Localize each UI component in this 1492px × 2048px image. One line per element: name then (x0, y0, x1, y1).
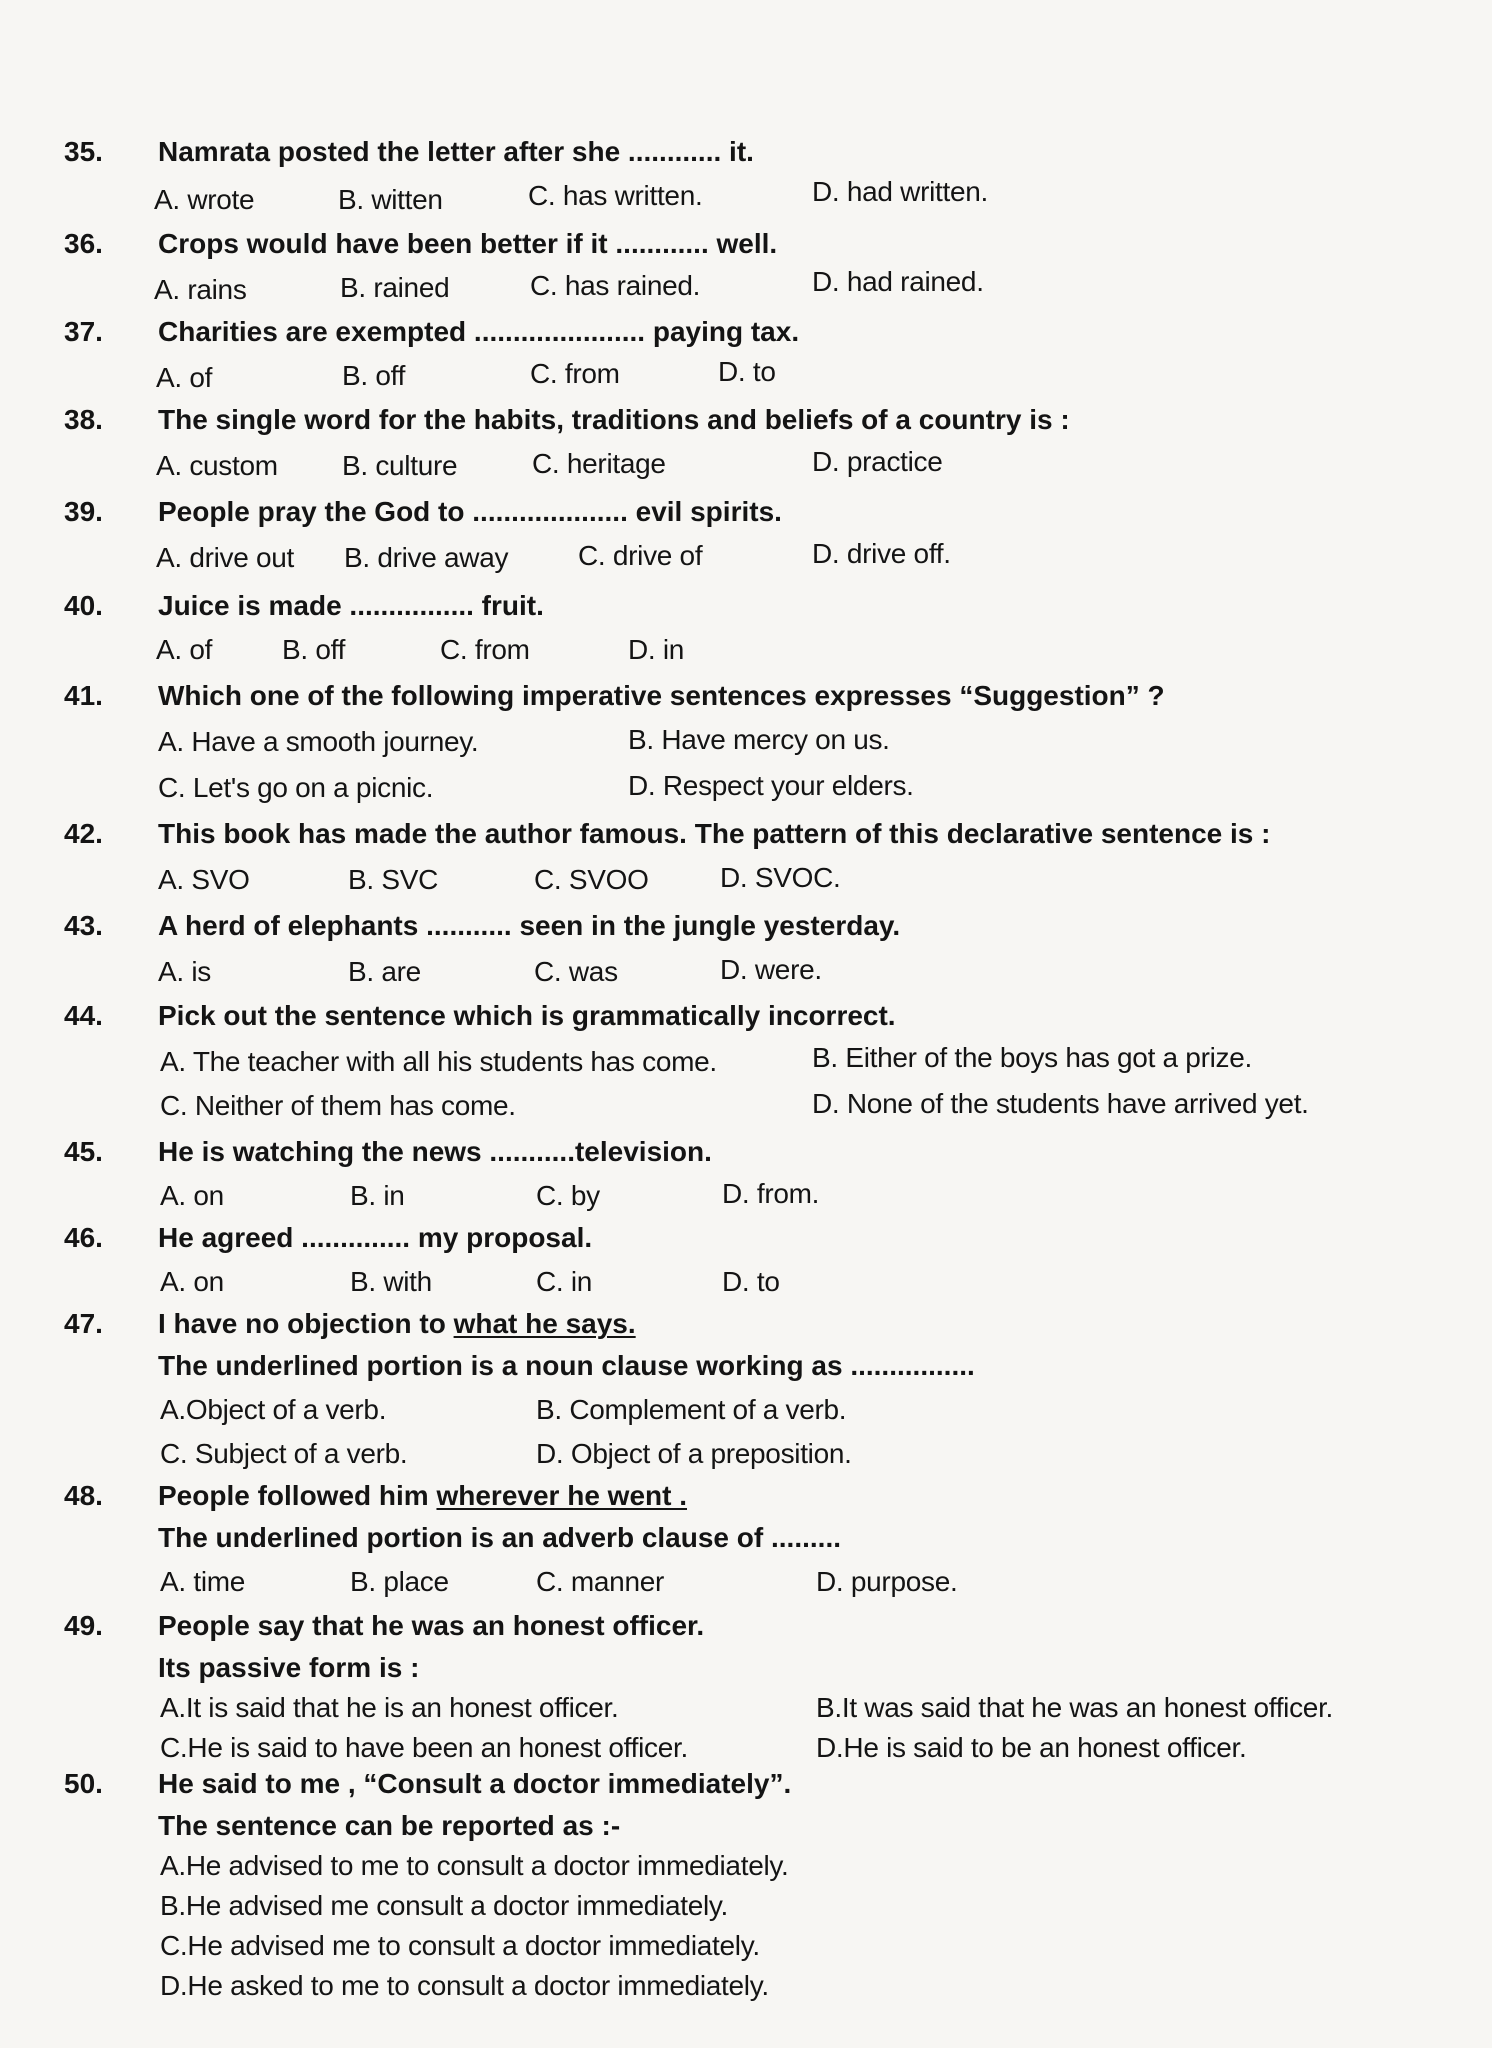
option-a: A.It is said that he is an honest officer. (160, 1692, 619, 1723)
question-stem: This book has made the author famous. The pattern of this declarative sentence is : (158, 818, 1271, 849)
question-stem: Namrata posted the letter after she ............ it. (158, 136, 754, 167)
option-d: D. had rained. (812, 266, 984, 297)
option-d: D. purpose. (816, 1566, 958, 1597)
question-stem: A herd of elephants ........... seen in the jungle yesterday. (158, 910, 901, 941)
option-b: B. Complement of a verb. (536, 1394, 847, 1425)
option-c: C. manner (536, 1566, 665, 1597)
option-d: D. were. (720, 954, 822, 985)
question-stem: People pray the God to .................... evil spirits. (158, 496, 782, 527)
option-b: B.It was said that he was an honest officer. (816, 1692, 1334, 1723)
option-b: B. place (350, 1566, 449, 1597)
option-a: A. time (160, 1566, 246, 1597)
question-number: 45. (64, 1136, 103, 1167)
option-b: B. with (350, 1266, 432, 1297)
question-number: 44. (64, 1000, 103, 1031)
question-stem-line-2: The underlined portion is an adverb clause of ......... (158, 1522, 842, 1553)
option-d: D. Object of a preposition. (536, 1438, 852, 1469)
question-stem: People say that he was an honest officer. (158, 1610, 705, 1641)
question-number: 49. (64, 1610, 103, 1641)
option-b: B. Either of the boys has got a prize. (812, 1042, 1252, 1073)
option-c: C. Subject of a verb. (160, 1438, 408, 1469)
option-a: A. SVO (158, 864, 250, 895)
option-c: C. Let's go on a picnic. (158, 772, 434, 803)
option-b: B. culture (342, 450, 458, 481)
option-b: B. in (350, 1180, 405, 1211)
option-d: D. None of the students have arrived yet. (812, 1088, 1309, 1119)
question-stem: He agreed .............. my proposal. (158, 1222, 593, 1253)
option-c: C. from (440, 634, 530, 665)
option-b: B. SVC (348, 864, 439, 895)
option-d: D.He is said to be an honest officer. (816, 1732, 1247, 1763)
underlined-portion: what he says. (453, 1308, 636, 1339)
option-a: A. The teacher with all his students has come. (160, 1046, 717, 1077)
question-stem: People followed him wherever he went . (158, 1480, 688, 1511)
question-number: 50. (64, 1768, 103, 1799)
option-d: D. to (722, 1266, 780, 1297)
question-number: 35. (64, 136, 103, 167)
option-c: C.He advised me to consult a doctor immediately. (160, 1930, 760, 1961)
option-a: A.Object of a verb. (160, 1394, 387, 1425)
option-d: D. to (718, 356, 776, 387)
option-c: C. Neither of them has come. (160, 1090, 516, 1121)
option-b: B. witten (338, 184, 443, 215)
option-c: C. heritage (532, 448, 666, 479)
option-d: D. drive off. (812, 538, 951, 569)
question-stem: Juice is made ................ fruit. (158, 590, 544, 621)
question-number: 40. (64, 590, 103, 621)
option-a: A. Have a smooth journey. (158, 726, 479, 757)
option-a: A. drive out (156, 542, 295, 573)
option-a: A. of (156, 634, 213, 665)
question-number: 39. (64, 496, 103, 527)
option-a: A. is (158, 956, 211, 987)
option-b: B. Have mercy on us. (628, 724, 890, 755)
question-stem: I have no objection to what he says. (158, 1308, 636, 1339)
option-b: B. off (342, 360, 406, 391)
question-stem: He is watching the news ...........television. (158, 1136, 712, 1167)
option-c: C. has rained. (530, 270, 701, 301)
question-number: 37. (64, 316, 103, 347)
option-d: D. practice (812, 446, 943, 477)
option-b: B. are (348, 956, 421, 987)
option-b: B. rained (340, 272, 450, 303)
option-a: A. rains (154, 274, 247, 305)
option-b: B. drive away (344, 542, 509, 573)
option-d: D. Respect your elders. (628, 770, 914, 801)
question-stem-line-2: The sentence can be reported as :- (158, 1810, 621, 1841)
option-d: D. from. (722, 1178, 820, 1209)
option-b: B. off (282, 634, 346, 665)
question-number: 38. (64, 404, 103, 435)
underlined-portion: wherever he went . (436, 1480, 688, 1511)
option-c: C. from (530, 358, 620, 389)
option-d: D. SVOC. (720, 862, 841, 893)
question-number: 36. (64, 228, 103, 259)
question-stem: Charities are exempted ...................... paying tax. (158, 316, 800, 347)
option-c: C. was (534, 956, 618, 987)
question-stem: Which one of the following imperative sentences expresses “Suggestion” ? (158, 680, 1165, 711)
question-number: 43. (64, 910, 103, 941)
question-number: 47. (64, 1308, 103, 1339)
option-c: C. by (536, 1180, 600, 1211)
option-c: C.He is said to have been an honest officer. (160, 1732, 688, 1763)
question-number: 46. (64, 1222, 103, 1253)
option-a: A. on (160, 1180, 224, 1211)
option-c: C. drive of (578, 540, 703, 571)
question-stem: Crops would have been better if it ............ well. (158, 228, 778, 259)
option-a: A.He advised to me to consult a doctor immediately. (160, 1850, 789, 1881)
option-a: A. wrote (154, 184, 255, 215)
question-stem: He said to me , “Consult a doctor immediately”. (158, 1768, 792, 1799)
option-a: A. custom (156, 450, 278, 481)
option-a: A. on (160, 1266, 224, 1297)
option-c: C. SVOO (534, 864, 649, 895)
question-stem-line-2: The underlined portion is a noun clause working as ................ (158, 1350, 975, 1381)
option-d: D.He asked to me to consult a doctor immediately. (160, 1970, 769, 2001)
option-a: A. of (156, 362, 213, 393)
option-d: D. had written. (812, 176, 989, 207)
option-c: C. in (536, 1266, 593, 1297)
question-number: 41. (64, 680, 103, 711)
question-number: 48. (64, 1480, 103, 1511)
option-d: D. in (628, 634, 685, 665)
question-number: 42. (64, 818, 103, 849)
question-stem: The single word for the habits, traditions and beliefs of a country is : (158, 404, 1070, 435)
question-stem-line-2: Its passive form is : (158, 1652, 420, 1683)
question-stem: Pick out the sentence which is grammatically incorrect. (158, 1000, 896, 1031)
option-b: B.He advised me consult a doctor immediately. (160, 1890, 729, 1921)
option-c: C. has written. (528, 180, 703, 211)
